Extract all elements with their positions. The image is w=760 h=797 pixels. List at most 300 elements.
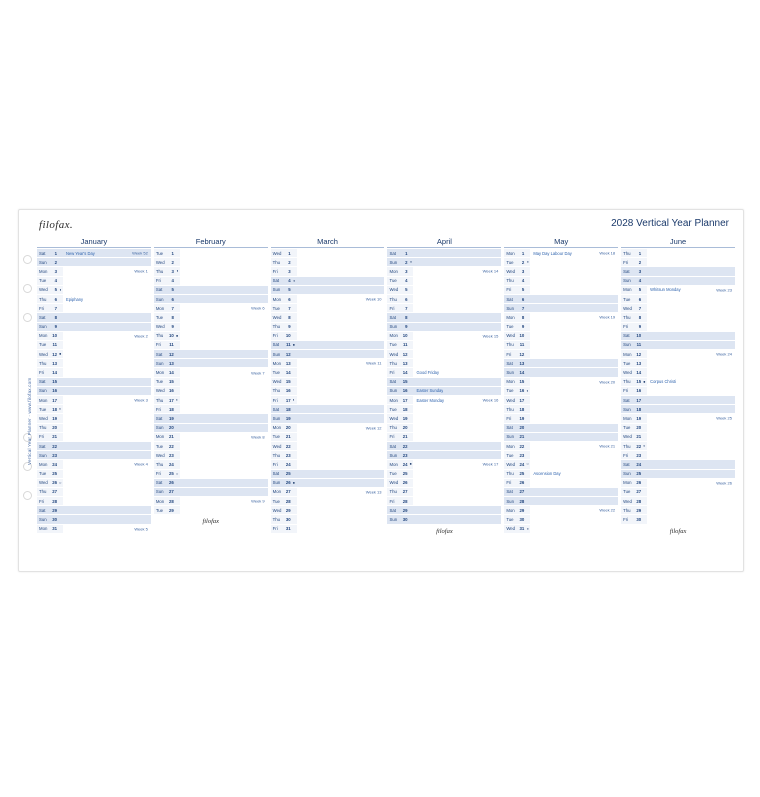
day-note-area[interactable] [297, 350, 385, 359]
day-note-area[interactable] [63, 424, 151, 433]
day-row[interactable] [271, 368, 385, 377]
day-row[interactable] [154, 497, 268, 506]
day-row[interactable] [621, 323, 735, 332]
day-row[interactable] [387, 341, 501, 350]
day-row[interactable] [37, 424, 151, 433]
day-row[interactable] [271, 515, 385, 524]
day-note-area[interactable] [180, 332, 268, 341]
day-note-area[interactable] [180, 488, 268, 497]
day-row[interactable] [504, 479, 618, 488]
day-note-area[interactable] [413, 433, 501, 442]
day-row[interactable] [621, 414, 735, 423]
day-note-area[interactable] [647, 341, 735, 350]
day-row[interactable] [621, 488, 735, 497]
day-row[interactable] [621, 451, 735, 460]
day-note-area[interactable] [647, 323, 735, 332]
day-row[interactable] [271, 405, 385, 414]
day-row[interactable] [154, 470, 268, 479]
day-note-area[interactable] [530, 323, 618, 332]
day-note-area[interactable] [63, 304, 151, 313]
day-note-area[interactable] [413, 470, 501, 479]
day-row[interactable] [154, 368, 268, 377]
day-row[interactable] [154, 341, 268, 350]
day-note-area[interactable] [63, 497, 151, 506]
day-row[interactable] [154, 332, 268, 341]
day-row[interactable] [504, 488, 618, 497]
day-row[interactable] [621, 368, 735, 377]
day-note-area[interactable] [530, 488, 618, 497]
day-row[interactable] [621, 515, 735, 524]
day-note-area[interactable] [413, 497, 501, 506]
day-row[interactable] [154, 295, 268, 304]
day-note-area[interactable] [63, 341, 151, 350]
day-row[interactable] [621, 249, 735, 258]
day-row[interactable] [387, 497, 501, 506]
day-note-area[interactable] [63, 515, 151, 524]
day-row[interactable] [37, 323, 151, 332]
day-note-area[interactable] [530, 396, 618, 405]
day-row[interactable] [387, 368, 501, 377]
day-row[interactable] [154, 249, 268, 258]
day-row[interactable] [154, 488, 268, 497]
day-row[interactable] [621, 277, 735, 286]
day-row[interactable] [37, 313, 151, 322]
day-note-area[interactable] [647, 258, 735, 267]
day-note-area[interactable] [530, 378, 618, 387]
day-note-area[interactable] [297, 460, 385, 469]
day-note-area[interactable] [530, 497, 618, 506]
day-note-area[interactable] [413, 451, 501, 460]
day-row[interactable] [37, 286, 151, 295]
day-row[interactable] [37, 451, 151, 460]
day-row[interactable] [37, 277, 151, 286]
day-note-area[interactable] [530, 470, 618, 479]
day-row[interactable] [504, 295, 618, 304]
day-note-area[interactable] [180, 304, 268, 313]
day-note-area[interactable] [63, 258, 151, 267]
day-row[interactable] [621, 332, 735, 341]
day-row[interactable] [504, 332, 618, 341]
day-note-area[interactable] [180, 451, 268, 460]
day-row[interactable] [154, 405, 268, 414]
day-note-area[interactable] [180, 350, 268, 359]
day-note-area[interactable] [530, 368, 618, 377]
day-row[interactable] [621, 286, 735, 295]
day-note-area[interactable] [63, 460, 151, 469]
day-row[interactable] [154, 442, 268, 451]
day-row[interactable] [271, 470, 385, 479]
day-note-area[interactable] [413, 267, 501, 276]
day-note-area[interactable] [647, 387, 735, 396]
day-row[interactable] [271, 350, 385, 359]
day-row[interactable] [504, 515, 618, 524]
day-note-area[interactable] [297, 313, 385, 322]
day-row[interactable] [271, 451, 385, 460]
day-row[interactable] [271, 267, 385, 276]
day-note-area[interactable] [180, 424, 268, 433]
day-row[interactable] [387, 277, 501, 286]
day-row[interactable] [271, 460, 385, 469]
day-row[interactable] [271, 525, 385, 534]
day-row[interactable] [504, 258, 618, 267]
day-row[interactable] [271, 277, 385, 286]
day-row[interactable] [37, 258, 151, 267]
day-note-area[interactable] [413, 479, 501, 488]
day-row[interactable] [271, 497, 385, 506]
day-row[interactable] [387, 304, 501, 313]
day-row[interactable] [154, 424, 268, 433]
day-note-area[interactable] [297, 332, 385, 341]
day-note-area[interactable] [530, 277, 618, 286]
day-note-area[interactable] [647, 313, 735, 322]
day-note-area[interactable] [63, 405, 151, 414]
day-row[interactable] [504, 350, 618, 359]
day-note-area[interactable] [647, 332, 735, 341]
day-note-area[interactable] [297, 304, 385, 313]
day-row[interactable] [154, 433, 268, 442]
day-note-area[interactable] [297, 368, 385, 377]
day-note-area[interactable] [530, 359, 618, 368]
day-note-area[interactable] [63, 433, 151, 442]
day-row[interactable] [504, 267, 618, 276]
day-row[interactable] [504, 396, 618, 405]
day-note-area[interactable] [180, 442, 268, 451]
day-row[interactable] [271, 323, 385, 332]
day-row[interactable] [621, 479, 735, 488]
day-row[interactable] [37, 350, 151, 359]
day-row[interactable] [37, 506, 151, 515]
day-row[interactable] [154, 479, 268, 488]
day-row[interactable] [37, 479, 151, 488]
day-row[interactable] [504, 506, 618, 515]
day-note-area[interactable] [297, 277, 385, 286]
day-note-area[interactable] [647, 368, 735, 377]
day-note-area[interactable] [63, 470, 151, 479]
day-note-area[interactable] [413, 368, 501, 377]
day-row[interactable] [504, 405, 618, 414]
day-row[interactable] [387, 396, 501, 405]
day-note-area[interactable] [647, 286, 735, 295]
day-note-area[interactable] [413, 249, 501, 258]
day-note-area[interactable] [297, 414, 385, 423]
day-note-area[interactable] [647, 442, 735, 451]
day-note-area[interactable] [530, 295, 618, 304]
day-note-area[interactable] [530, 304, 618, 313]
day-row[interactable] [37, 387, 151, 396]
day-note-area[interactable] [297, 525, 385, 534]
day-row[interactable] [387, 460, 501, 469]
day-row[interactable] [154, 414, 268, 423]
day-note-area[interactable] [63, 267, 151, 276]
day-row[interactable] [621, 350, 735, 359]
day-row[interactable] [621, 378, 735, 387]
day-note-area[interactable] [63, 323, 151, 332]
day-row[interactable] [37, 249, 151, 258]
day-row[interactable] [387, 295, 501, 304]
day-row[interactable] [271, 359, 385, 368]
day-row[interactable] [504, 368, 618, 377]
day-row[interactable] [387, 405, 501, 414]
day-note-area[interactable] [297, 470, 385, 479]
day-row[interactable] [504, 304, 618, 313]
day-note-area[interactable] [647, 460, 735, 469]
day-note-area[interactable] [413, 460, 501, 469]
day-note-area[interactable] [647, 479, 735, 488]
day-row[interactable] [37, 488, 151, 497]
day-row[interactable] [154, 350, 268, 359]
day-note-area[interactable] [413, 304, 501, 313]
day-row[interactable] [37, 442, 151, 451]
day-note-area[interactable] [413, 295, 501, 304]
day-note-area[interactable] [647, 350, 735, 359]
day-note-area[interactable] [63, 525, 151, 534]
day-row[interactable] [37, 304, 151, 313]
day-row[interactable] [37, 460, 151, 469]
day-row[interactable] [271, 286, 385, 295]
day-note-area[interactable] [647, 359, 735, 368]
day-note-area[interactable] [297, 424, 385, 433]
day-note-area[interactable] [413, 332, 501, 341]
day-note-area[interactable] [180, 258, 268, 267]
day-row[interactable] [387, 479, 501, 488]
day-row[interactable] [37, 378, 151, 387]
day-note-area[interactable] [413, 313, 501, 322]
day-row[interactable] [154, 267, 268, 276]
day-row[interactable] [37, 433, 151, 442]
day-note-area[interactable] [413, 488, 501, 497]
day-row[interactable] [387, 267, 501, 276]
day-note-area[interactable] [647, 304, 735, 313]
day-note-area[interactable] [530, 267, 618, 276]
day-row[interactable] [154, 451, 268, 460]
day-row[interactable] [271, 249, 385, 258]
day-row[interactable] [154, 359, 268, 368]
day-note-area[interactable] [63, 368, 151, 377]
day-note-area[interactable] [413, 277, 501, 286]
day-row[interactable] [37, 470, 151, 479]
day-row[interactable] [387, 470, 501, 479]
day-note-area[interactable] [63, 414, 151, 423]
day-row[interactable] [621, 442, 735, 451]
day-note-area[interactable] [413, 515, 501, 524]
day-note-area[interactable] [647, 424, 735, 433]
day-row[interactable] [271, 488, 385, 497]
day-note-area[interactable] [530, 258, 618, 267]
day-note-area[interactable] [63, 387, 151, 396]
day-note-area[interactable] [413, 378, 501, 387]
day-note-area[interactable] [297, 515, 385, 524]
day-row[interactable] [154, 313, 268, 322]
day-row[interactable] [621, 295, 735, 304]
day-note-area[interactable] [647, 488, 735, 497]
day-row[interactable] [504, 470, 618, 479]
day-note-area[interactable] [413, 387, 501, 396]
day-row[interactable] [504, 323, 618, 332]
day-row[interactable] [271, 442, 385, 451]
day-row[interactable] [271, 387, 385, 396]
day-row[interactable] [37, 405, 151, 414]
day-row[interactable] [37, 525, 151, 534]
day-row[interactable] [154, 396, 268, 405]
day-row[interactable] [154, 506, 268, 515]
day-note-area[interactable] [647, 396, 735, 405]
day-row[interactable] [621, 460, 735, 469]
day-row[interactable] [621, 267, 735, 276]
day-row[interactable] [504, 451, 618, 460]
day-row[interactable] [387, 323, 501, 332]
day-row[interactable] [271, 479, 385, 488]
day-note-area[interactable] [530, 387, 618, 396]
day-note-area[interactable] [180, 506, 268, 515]
day-row[interactable] [504, 442, 618, 451]
day-note-area[interactable] [180, 295, 268, 304]
day-row[interactable] [37, 368, 151, 377]
day-note-area[interactable] [647, 433, 735, 442]
day-note-area[interactable] [413, 341, 501, 350]
day-row[interactable] [387, 387, 501, 396]
day-row[interactable] [387, 451, 501, 460]
day-row[interactable] [154, 258, 268, 267]
day-note-area[interactable] [180, 277, 268, 286]
day-note-area[interactable] [530, 313, 618, 322]
day-row[interactable] [37, 497, 151, 506]
day-note-area[interactable] [413, 405, 501, 414]
day-note-area[interactable] [297, 506, 385, 515]
day-row[interactable] [504, 497, 618, 506]
day-note-area[interactable] [63, 295, 151, 304]
day-note-area[interactable] [63, 286, 151, 295]
day-note-area[interactable] [530, 460, 618, 469]
day-note-area[interactable] [530, 350, 618, 359]
day-note-area[interactable] [297, 387, 385, 396]
day-note-area[interactable] [297, 323, 385, 332]
day-row[interactable] [387, 350, 501, 359]
day-row[interactable] [37, 515, 151, 524]
day-note-area[interactable] [647, 497, 735, 506]
day-note-area[interactable] [180, 323, 268, 332]
day-note-area[interactable] [63, 378, 151, 387]
day-row[interactable] [621, 424, 735, 433]
day-note-area[interactable] [530, 479, 618, 488]
day-row[interactable] [271, 332, 385, 341]
day-row[interactable] [504, 313, 618, 322]
day-row[interactable] [504, 424, 618, 433]
day-row[interactable] [621, 470, 735, 479]
day-row[interactable] [387, 313, 501, 322]
day-note-area[interactable] [180, 313, 268, 322]
day-row[interactable] [504, 525, 618, 534]
day-note-area[interactable] [530, 442, 618, 451]
day-row[interactable] [387, 424, 501, 433]
day-note-area[interactable] [413, 424, 501, 433]
day-note-area[interactable] [530, 506, 618, 515]
day-row[interactable] [271, 424, 385, 433]
day-note-area[interactable] [530, 341, 618, 350]
day-row[interactable] [387, 359, 501, 368]
day-row[interactable] [37, 295, 151, 304]
day-note-area[interactable] [297, 267, 385, 276]
day-row[interactable] [621, 497, 735, 506]
day-row[interactable] [387, 414, 501, 423]
day-note-area[interactable] [647, 378, 735, 387]
day-note-area[interactable] [297, 249, 385, 258]
day-row[interactable] [271, 414, 385, 423]
day-row[interactable] [387, 488, 501, 497]
day-row[interactable] [621, 396, 735, 405]
day-note-area[interactable] [180, 249, 268, 258]
day-note-area[interactable] [63, 350, 151, 359]
day-row[interactable] [387, 515, 501, 524]
day-row[interactable] [621, 433, 735, 442]
day-note-area[interactable] [180, 470, 268, 479]
day-note-area[interactable] [63, 506, 151, 515]
day-row[interactable] [387, 258, 501, 267]
day-note-area[interactable] [297, 286, 385, 295]
day-row[interactable] [387, 249, 501, 258]
day-note-area[interactable] [297, 479, 385, 488]
day-note-area[interactable] [297, 442, 385, 451]
day-note-area[interactable] [413, 323, 501, 332]
day-row[interactable] [37, 267, 151, 276]
day-note-area[interactable] [297, 396, 385, 405]
day-note-area[interactable] [647, 405, 735, 414]
day-row[interactable] [387, 442, 501, 451]
day-note-area[interactable] [530, 451, 618, 460]
day-note-area[interactable] [180, 378, 268, 387]
day-note-area[interactable] [413, 258, 501, 267]
day-row[interactable] [271, 295, 385, 304]
day-note-area[interactable] [63, 332, 151, 341]
day-row[interactable] [387, 433, 501, 442]
day-note-area[interactable] [413, 442, 501, 451]
day-note-area[interactable] [297, 497, 385, 506]
day-row[interactable] [271, 258, 385, 267]
day-note-area[interactable] [297, 378, 385, 387]
day-note-area[interactable] [180, 267, 268, 276]
day-row[interactable] [504, 414, 618, 423]
day-note-area[interactable] [413, 286, 501, 295]
day-note-area[interactable] [180, 497, 268, 506]
day-note-area[interactable] [530, 414, 618, 423]
day-note-area[interactable] [180, 433, 268, 442]
day-note-area[interactable] [647, 515, 735, 524]
day-note-area[interactable] [297, 341, 385, 350]
day-note-area[interactable] [297, 295, 385, 304]
day-row[interactable] [154, 304, 268, 313]
day-note-area[interactable] [180, 341, 268, 350]
day-note-area[interactable] [297, 488, 385, 497]
day-note-area[interactable] [63, 442, 151, 451]
day-note-area[interactable] [180, 286, 268, 295]
day-note-area[interactable] [413, 396, 501, 405]
day-row[interactable] [504, 460, 618, 469]
day-note-area[interactable] [413, 506, 501, 515]
day-note-area[interactable] [297, 258, 385, 267]
day-note-area[interactable] [63, 313, 151, 322]
day-note-area[interactable] [413, 414, 501, 423]
day-note-area[interactable] [647, 470, 735, 479]
day-row[interactable] [621, 405, 735, 414]
day-note-area[interactable] [180, 396, 268, 405]
day-note-area[interactable] [647, 414, 735, 423]
day-note-area[interactable] [63, 277, 151, 286]
day-row[interactable] [504, 433, 618, 442]
day-row[interactable] [621, 341, 735, 350]
day-row[interactable] [271, 313, 385, 322]
day-row[interactable] [271, 506, 385, 515]
day-note-area[interactable] [63, 488, 151, 497]
day-row[interactable] [504, 249, 618, 258]
